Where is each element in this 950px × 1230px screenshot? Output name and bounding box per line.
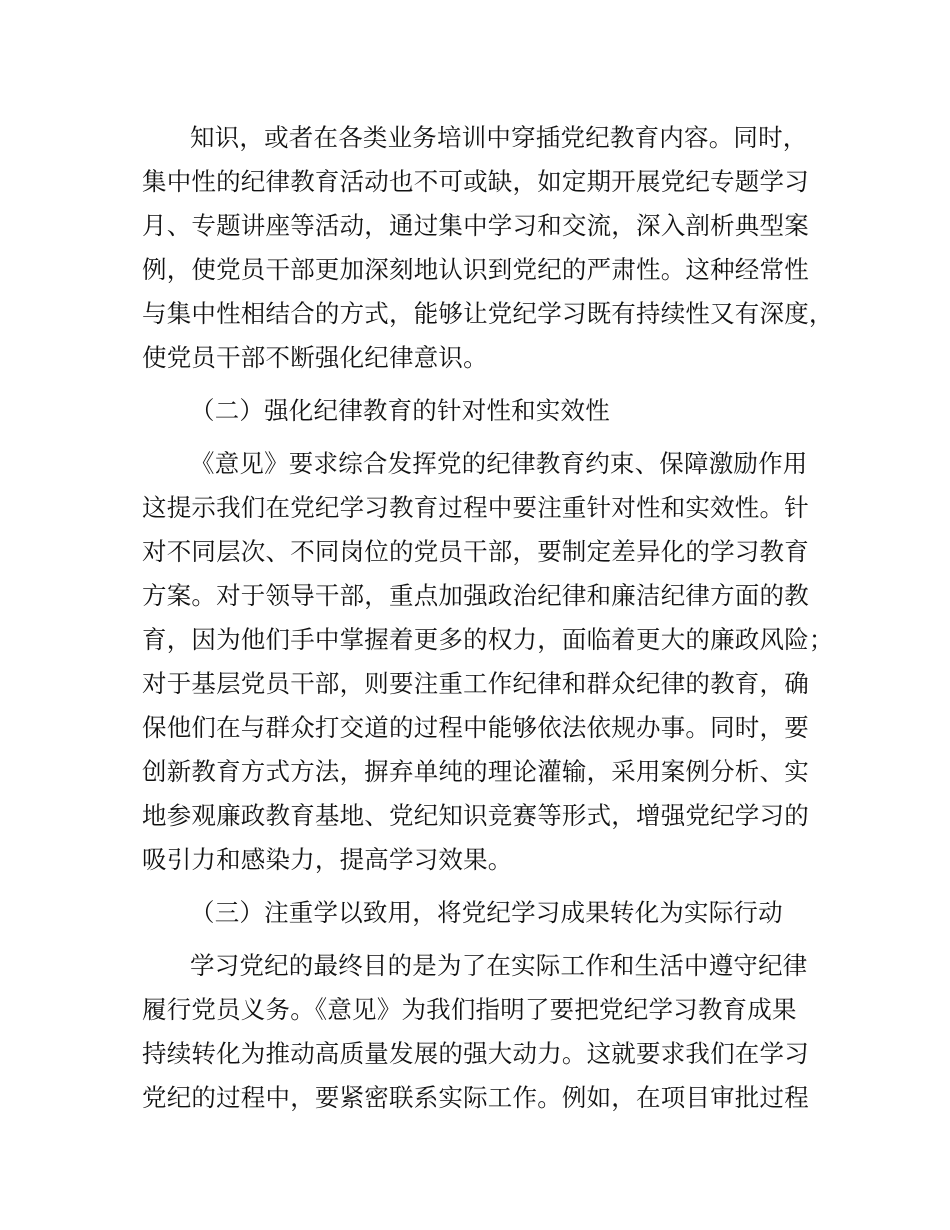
text-line: 月、专题讲座等活动，通过集中学习和交流，深入剖析典型案 xyxy=(142,211,809,240)
text-line: 这提示我们在党纪学习教育过程中要注重针对性和实效性。针 xyxy=(142,493,809,522)
text-line: 保他们在与群众打交道的过程中能够依法依规办事。同时，要 xyxy=(142,713,809,742)
text-line: 方案。对于领导干部，重点加强政治纪律和廉洁纪律方面的教 xyxy=(142,581,809,610)
text-line: 地参观廉政教育基地、党纪知识竞赛等形式，增强党纪学习的 xyxy=(142,801,809,830)
text-line: 育，因为他们手中掌握着更多的权力，面临着更大的廉政风险； xyxy=(142,625,834,654)
text-line: 对于基层党员干部，则要注重工作纪律和群众纪律的教育，确 xyxy=(142,669,809,698)
text-line: 使党员干部不断强化纪律意识。 xyxy=(142,343,488,372)
section-heading-3: （三）注重学以致用，将党纪学习成果转化为实际行动 xyxy=(190,898,783,927)
section-heading-2: （二）强化纪律教育的针对性和实效性 xyxy=(190,396,610,425)
text-line: 例，使党员干部更加深刻地认识到党纪的严肃性。这种经常性 xyxy=(142,255,809,284)
text-line: 《意见》要求综合发挥党的纪律教育约束、保障激励作用 xyxy=(190,449,808,478)
text-line: 对不同层次、不同岗位的党员干部，要制定差异化的学习教育 xyxy=(142,537,809,566)
text-line: 与集中性相结合的方式，能够让党纪学习既有持续性又有深度， xyxy=(142,299,834,328)
text-line: 创新教育方式方法，摒弃单纯的理论灌输，采用案例分析、实 xyxy=(142,757,809,786)
text-line: 履行党员义务。《意见》为我们指明了要把党纪学习教育成果 xyxy=(142,995,797,1024)
body-text xyxy=(142,116,842,1120)
text-line: 知识，或者在各类业务培训中穿插党纪教育内容。同时， xyxy=(190,123,808,152)
text-line: 学习党纪的最终目的是为了在实际工作和生活中遵守纪律 xyxy=(190,951,808,980)
text-line: 党纪的过程中，要紧密联系实际工作。例如，在项目审批过程 xyxy=(142,1083,809,1112)
text-line: 集中性的纪律教育活动也不可或缺，如定期开展党纪专题学习 xyxy=(142,167,809,196)
text-line: 持续转化为推动高质量发展的强大动力。这就要求我们在学习 xyxy=(142,1039,809,1068)
text-line: 吸引力和感染力，提高学习效果。 xyxy=(142,845,513,874)
